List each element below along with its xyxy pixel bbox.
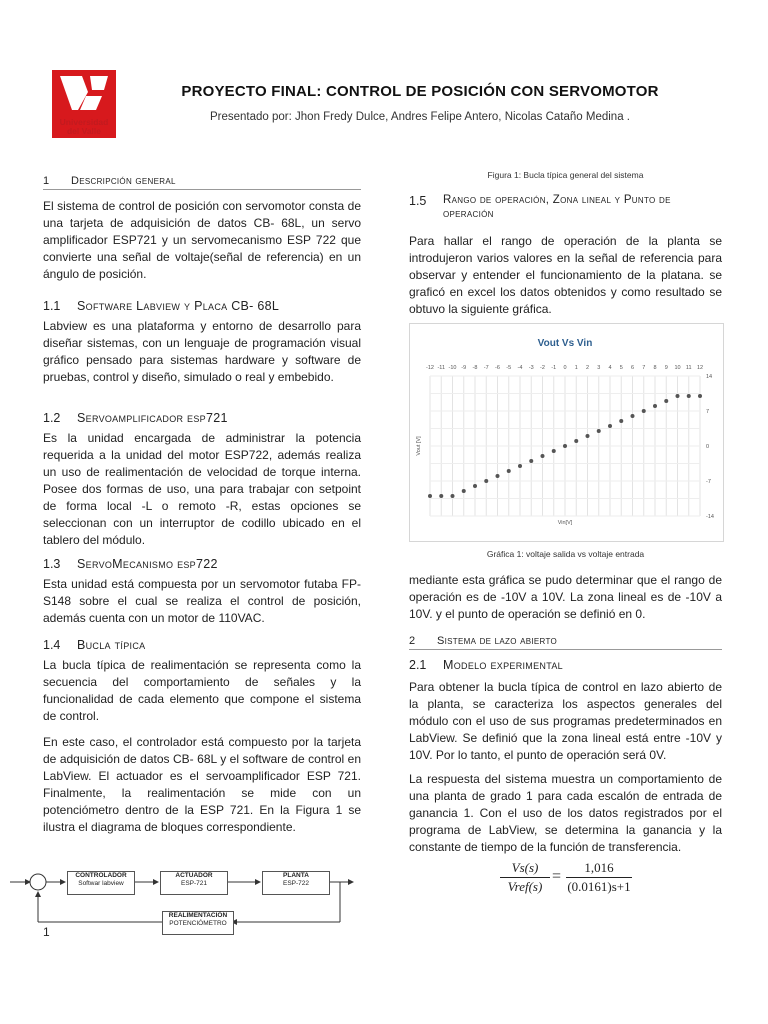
- chart-data-point: [687, 394, 691, 398]
- chart-data-point: [462, 489, 466, 493]
- chart-x-tick-label: -1: [551, 365, 557, 371]
- section-1-3-heading: [43, 557, 218, 571]
- section-2-heading: [409, 631, 722, 650]
- chart-data-point: [473, 484, 477, 488]
- section-title-line2: operación: [443, 208, 494, 220]
- section-number: 2.1: [409, 658, 427, 672]
- chart-data-point: [507, 469, 511, 473]
- chart-data-point: [496, 474, 500, 478]
- equation-denominator-lhs: Vref(s): [507, 879, 543, 894]
- chart-y-tick-label: -14: [706, 514, 714, 520]
- controlador-block: [67, 871, 135, 895]
- chart-y-tick-label: 14: [706, 374, 713, 380]
- chart-data-point: [608, 424, 612, 428]
- block-title: REALIMENTACIÓN: [168, 912, 228, 919]
- section-number: 1.2: [43, 411, 61, 425]
- chart-x-tick-label: 6: [630, 365, 635, 371]
- chart-data-point: [586, 434, 590, 438]
- chart-x-tick-label: -8: [472, 365, 478, 371]
- paper-authors: Presentado por: Jhon Fredy Dulce, Andres Felipe Antero, Nicolas Cataño Medina .: [210, 111, 630, 123]
- actuador-block: [160, 871, 228, 895]
- chart-x-tick-label: 5: [619, 365, 623, 371]
- equation-fraction-bar-lhs: [500, 877, 550, 878]
- block-subtitle: ESP-721: [180, 880, 208, 887]
- block-subtitle: ESP-722: [282, 880, 310, 887]
- chart-data-point: [642, 409, 646, 413]
- chart-data-point: [552, 449, 556, 453]
- paper-title: PROYECTO FINAL: CONTROL DE POSICIÓN CON SERVOMOTOR: [181, 83, 659, 100]
- chart-data-point: [563, 444, 567, 448]
- section-number: 1.4: [43, 638, 61, 652]
- chart-data-point: [676, 394, 680, 398]
- logo-text: [44, 118, 124, 136]
- section-number: 1.1: [43, 299, 61, 313]
- block-subtitle: POTENCIÓMETRO: [169, 920, 227, 927]
- section-title: Software Labview y Placa CB- 68L: [77, 299, 280, 313]
- chart-x-tick-label: -4: [517, 365, 523, 371]
- page-number: 1: [43, 925, 50, 939]
- chart-x-tick-label: 3: [597, 365, 601, 371]
- chart-x-tick-label: -12: [426, 365, 434, 371]
- block-diagram: [10, 860, 355, 945]
- chart-x-tick-label: 0: [563, 365, 567, 371]
- section-title: Servoamplificador esp721: [77, 411, 228, 425]
- chart-x-tick-label: 10: [674, 365, 681, 371]
- chart-data-point: [574, 439, 578, 443]
- chart-x-tick-label: 8: [653, 365, 657, 371]
- chart-x-tick-label: -2: [540, 365, 545, 371]
- logo-text-line1: Universidad: [59, 117, 109, 127]
- section-number: 1.5: [409, 194, 427, 208]
- section-title-line1: Rango de operación, Zona lineal y Punto de: [443, 194, 671, 206]
- chart-x-tick-label: 12: [696, 365, 704, 371]
- section-number: 2: [409, 635, 416, 647]
- chart-y-tick-label: 0: [706, 444, 710, 450]
- block-title: ACTUADOR: [175, 872, 213, 879]
- chart-x-tick-label: 7: [642, 365, 646, 371]
- chart-data-point: [484, 479, 488, 483]
- chart-data-point: [439, 494, 443, 498]
- chart-data-point: [698, 394, 702, 398]
- chart-y-tick-label: -7: [706, 479, 711, 485]
- transfer-function-equation: [500, 860, 680, 900]
- section-number: 1: [43, 175, 50, 187]
- section-title: Bucla típica: [77, 638, 146, 652]
- chart-data-point: [619, 419, 623, 423]
- block-subtitle: Softwar labview: [78, 880, 124, 887]
- section-1-4-paragraph-1: La bucla típica de realimentación se representa como la secuencia del comportamiento de señales y la funcionalidad de cada elemento que compone el sistema de control.: [43, 658, 361, 723]
- chart-x-tick-label: 1: [574, 365, 578, 371]
- chart-data-point: [653, 404, 657, 408]
- chart-y-tick-label: 7: [706, 409, 710, 415]
- section-1-4-paragraph-2: En este caso, el controlador está compuesto por la tarjeta de adquisición de datos CB- 68L y el software de control en LabView. El actuador es el servoamplificador ESP 721. Finalmente, la realimentación se mide con un potenciómetro dentro de la ESP 721. En la Figura 1 se ilustra el diagrama de bloques correspondiente.: [43, 735, 361, 834]
- graph-1-caption: Gráfica 1: voltaje salida vs voltaje entrada: [486, 549, 645, 559]
- chart-data-point: [518, 464, 522, 468]
- section-title: Sistema de lazo abierto: [437, 635, 558, 647]
- chart-title: Vout Vs Vin: [537, 338, 593, 349]
- equation-fraction-bar-rhs: [566, 877, 632, 878]
- chart-data-point: [631, 414, 635, 418]
- chart-data-point: [451, 494, 455, 498]
- section-2-1-paragraph-1: Para obtener la bucla típica de control en lazo abierto de la planta, se caracteriza los aspectos generales del módulo con el uso de sus programas predeterminados en LabView. Se definió que la zona lineal está entre -10V y 10V. Por lo tanto, el punto de operación será 0V.: [409, 680, 722, 762]
- equation-numerator-lhs: Vs(s): [511, 860, 539, 875]
- chart-data-point: [664, 399, 668, 403]
- section-1-5-paragraph: Para hallar el rango de operación de la planta se introdujeron varios valores en la señal de referencia para observar y entender el funcionamiento de la platana. se graficó en excel los datos obtenidos y como resultado se obtuvo la siguiente gráfica.: [409, 234, 722, 316]
- section-1-1-heading: [43, 299, 279, 313]
- paragraph-after-graph: mediante esta gráfica se pudo determinar que el rango de operación es de -10V a 10V. La zona lineal es de -10V a 10V. y el punto de operación se definió en 0.: [409, 573, 722, 621]
- section-title: Modelo experimental: [443, 658, 563, 672]
- chart-data-point: [428, 494, 432, 498]
- chart-x-tick-label: 4: [608, 365, 612, 371]
- realimentacion-block: [162, 911, 234, 935]
- chart-x-tick-label: -3: [528, 365, 534, 371]
- chart-y-axis-label: Vout [V]: [416, 436, 422, 456]
- equation-numerator-rhs: 1,016: [584, 860, 614, 875]
- section-1-3-paragraph: Esta unidad está compuesta por un servomotor futaba FP-S148 sobre el cual se realiza el control de posición, además cuenta con un motor de 110VAC.: [43, 577, 361, 625]
- section-1-2-heading: [43, 411, 228, 425]
- chart-data-point: [597, 429, 601, 433]
- chart-x-tick-label: -9: [461, 365, 467, 371]
- chart-x-tick-label: -10: [448, 365, 457, 371]
- vout-vs-vin-chart: [409, 323, 724, 542]
- figure-1-caption: Figura 1: Bucla típica general del sistema: [487, 170, 644, 180]
- chart-x-tick-label: -7: [483, 365, 489, 371]
- chart-x-tick-label: -6: [495, 365, 500, 371]
- chart-x-tick-label: -5: [506, 365, 512, 371]
- block-title: CONTROLADOR: [75, 872, 127, 879]
- section-2-1-paragraph-2: La respuesta del sistema muestra un comportamiento de una planta de grado 1 para cada escalón de entrada de ganancia 1. Con el uso de los datos registrados por el programa de LabView, se determina la ganancia y la constante de tiempo de la función de transferencia.: [409, 772, 722, 854]
- section-1-5-heading: [409, 194, 722, 220]
- chart-data-point: [541, 454, 545, 458]
- chart-data-point: [529, 459, 533, 463]
- section-number: 1.3: [43, 557, 61, 571]
- section-title: Descripción general: [71, 175, 176, 187]
- logo-text-line2: del Valle: [66, 126, 102, 136]
- section-1-4-heading: [43, 638, 145, 652]
- chart-x-tick-label: 9: [664, 365, 668, 371]
- chart-x-tick-label: -11: [437, 365, 446, 371]
- equation-denominator-rhs: (0.0161)s+1: [567, 879, 631, 894]
- logo-emblem-icon: [52, 70, 116, 114]
- section-1-heading: [43, 171, 361, 190]
- block-title: PLANTA: [283, 872, 309, 879]
- section-1-2-paragraph: Es la unidad encargada de administrar la potencia requerida a la unidad del motor ESP722, además realiza un uso de realimentación de velocidad de torque interna. Posee dos formas de uso, una para trabajar con setpoint de forma local -L o remoto -R, estas opciones se seleccionan con un interruptor de codillo ubicado en el tablero del módulo.: [43, 431, 361, 547]
- chart-svg: [410, 324, 723, 541]
- section-title: ServoMecanismo esp722: [77, 557, 218, 571]
- section-1-paragraph: El sistema de control de posición con servomotor consta de una tarjeta de adquisición de datos CB- 68L, un servo amplificador ESP721 y un servomecanismo ESP 722 que convierte una señal de voltaje(señal de referencia) en un ángulo de posición.: [43, 199, 361, 281]
- planta-block: [262, 871, 330, 895]
- section-2-1-heading: [409, 658, 563, 672]
- chart-x-tick-label: 2: [585, 365, 590, 371]
- chart-x-tick-label: 11: [685, 365, 692, 371]
- section-1-1-paragraph: Labview es una plataforma y entorno de desarrollo para diseñar sistemas, con un lenguaje de programación visual gráfico pensado para sistemas hardware y software de pruebas, control y diseño, simulado o real y embebido.: [43, 319, 361, 384]
- chart-x-axis-label: Vin[V]: [557, 520, 573, 526]
- equation-equals-sign: =: [552, 868, 562, 885]
